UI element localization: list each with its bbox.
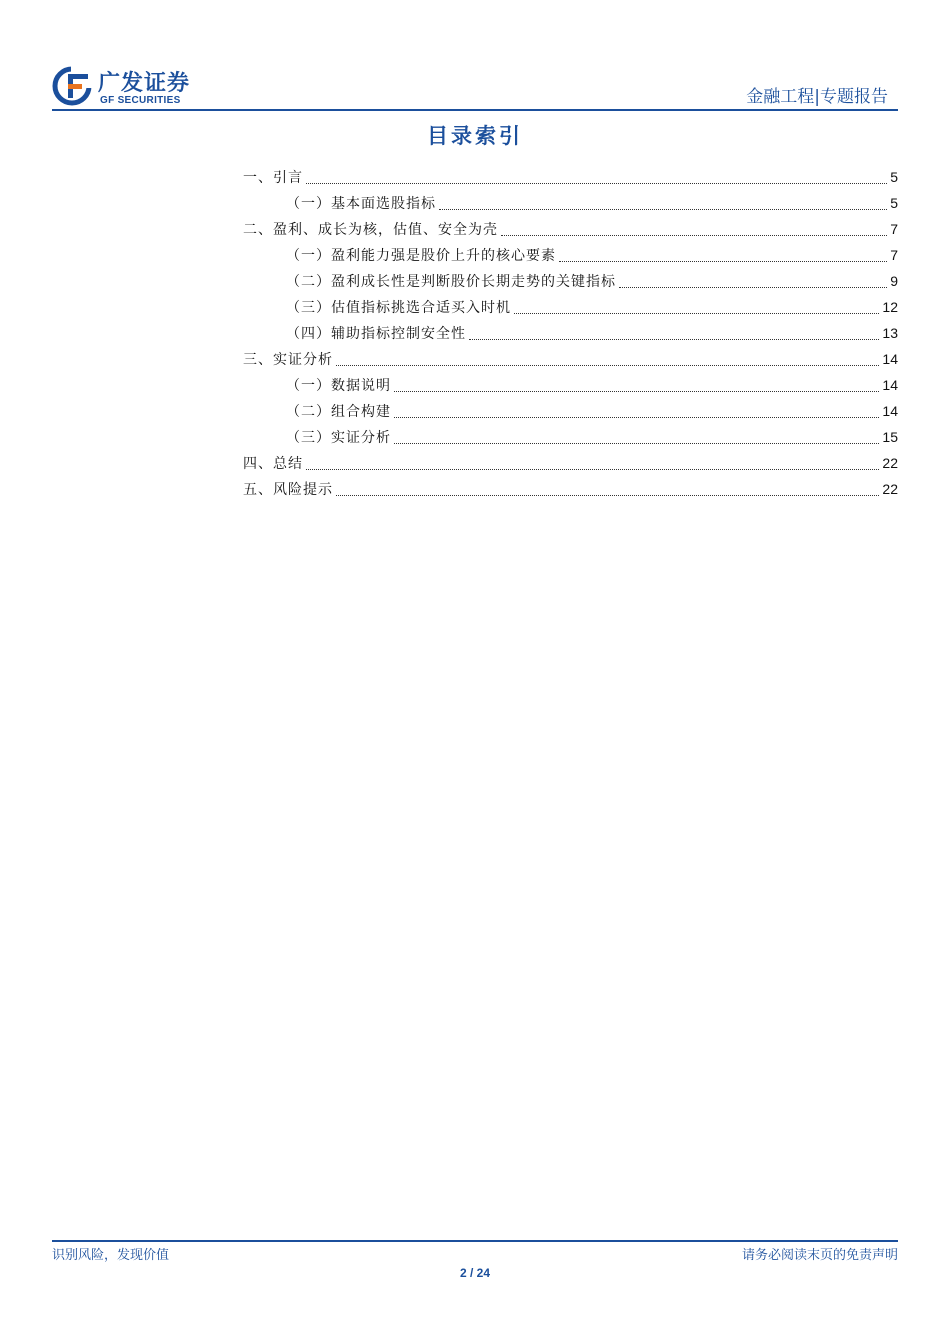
toc-entry[interactable] (243, 190, 898, 216)
toc-entry-page: 14 (882, 351, 898, 367)
toc-entry-page: 15 (882, 429, 898, 445)
toc-entry[interactable] (243, 346, 898, 372)
toc-leader-dots (306, 183, 887, 184)
toc-entry[interactable] (243, 372, 898, 398)
toc-leader-dots (559, 261, 887, 262)
toc-entry-page: 12 (882, 299, 898, 315)
toc-entry[interactable] (243, 216, 898, 242)
toc-entry-page: 14 (882, 377, 898, 393)
toc-entry-label: 一、引言 (243, 170, 303, 186)
toc-leader-dots (394, 443, 879, 444)
gf-logo-icon (52, 66, 94, 106)
toc-leader-dots (501, 235, 887, 236)
toc-entry[interactable] (243, 398, 898, 424)
toc-entry-label: 五、风险提示 (243, 482, 333, 498)
toc-entry-label: 二、盈利、成长为核，估值、安全为壳 (243, 222, 498, 238)
toc-entry[interactable] (243, 268, 898, 294)
toc-entry-label: 四、总结 (243, 456, 303, 472)
toc-entry-page: 5 (890, 169, 898, 185)
table-of-contents (243, 164, 898, 502)
toc-entry-page: 7 (890, 247, 898, 263)
toc-entry-page: 22 (882, 481, 898, 497)
toc-entry[interactable] (243, 164, 898, 190)
toc-entry-label: （二）盈利成长性是判断股价长期走势的关键指标 (286, 274, 616, 290)
toc-entry-label: （三）估值指标挑选合适买入时机 (286, 300, 511, 316)
toc-leader-dots (394, 417, 879, 418)
toc-entry-label: （四）辅助指标控制安全性 (286, 326, 466, 342)
footer-divider (52, 1240, 898, 1242)
toc-entry[interactable] (243, 450, 898, 476)
page-number: 2 / 24 (459, 1266, 491, 1280)
footer-disclaimer: 请务必阅读末页的免责声明 (741, 1248, 898, 1263)
toc-leader-dots (336, 365, 879, 366)
toc-entry-page: 22 (882, 455, 898, 471)
toc-leader-dots (514, 313, 879, 314)
toc-entry-label: （二）组合构建 (286, 404, 391, 420)
toc-leader-dots (439, 209, 887, 210)
toc-entry[interactable] (243, 476, 898, 502)
toc-leader-dots (336, 495, 879, 496)
logo-chinese-name: 广发证券 (98, 71, 191, 96)
toc-entry-page: 5 (890, 195, 898, 211)
toc-entry[interactable] (243, 424, 898, 450)
toc-entry[interactable] (243, 294, 898, 320)
toc-leader-dots (469, 339, 879, 340)
toc-entry-label: （一）盈利能力强是股价上升的核心要素 (286, 248, 556, 264)
footer-slogan: 识别风险，发现价值 (52, 1248, 170, 1263)
header-divider (52, 109, 898, 111)
toc-entry-label: 三、实证分析 (243, 352, 333, 368)
toc-entry-page: 14 (882, 403, 898, 419)
toc-entry[interactable] (243, 320, 898, 346)
toc-leader-dots (394, 391, 879, 392)
toc-leader-dots (306, 469, 879, 470)
toc-entry-label: （一）数据说明 (286, 378, 391, 394)
toc-entry-page: 13 (882, 325, 898, 341)
toc-leader-dots (619, 287, 887, 288)
page-header (52, 64, 898, 110)
toc-entry-label: （一）基本面选股指标 (286, 196, 436, 212)
toc-entry-label: （三）实证分析 (286, 430, 391, 446)
toc-entry[interactable] (243, 242, 898, 268)
toc-title: 目录索引 (427, 123, 523, 148)
report-type-label: 金融工程|专题报告 (746, 87, 888, 107)
logo-english-name: GF SECURITIES (100, 95, 181, 106)
toc-entry-page: 7 (890, 221, 898, 237)
toc-entry-page: 9 (890, 273, 898, 289)
